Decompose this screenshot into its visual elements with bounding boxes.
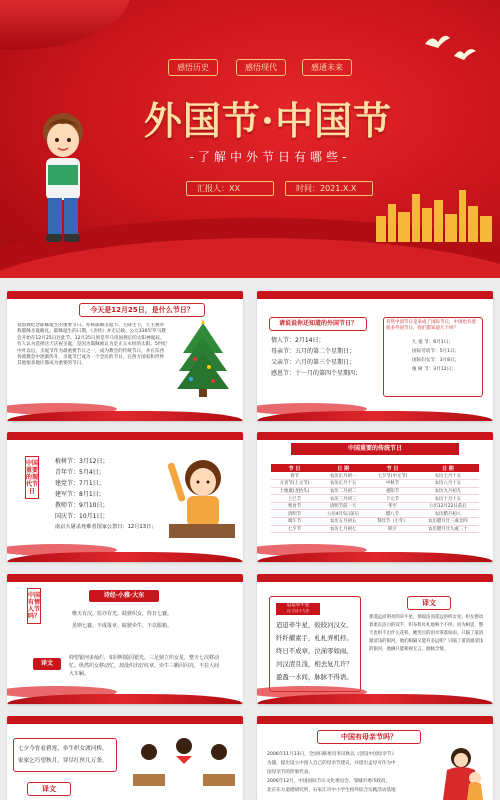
slide-qixi-poem[interactable] — [257, 574, 493, 704]
table-cell: 农历腊月廿三或廿四 — [417, 518, 479, 526]
table-cell: 农历九月初九 — [417, 487, 479, 495]
poem-body — [276, 619, 360, 684]
table-cell: 冬至 — [368, 502, 416, 510]
table-cell: 上巳节 — [271, 495, 318, 503]
table-cell: 农历二月初二 — [318, 487, 368, 495]
translation-text: 仰望银河多灿烂，如同明镜闪银光。三足鼎立织女星，整天七次移动忙。纵然织女移动忙，却没织出好纹章。牵牛三颗闪闪亮，不拉人间大车厢。 — [69, 655, 220, 677]
paragraph — [267, 750, 437, 795]
girl-raising-hand-illustration — [167, 452, 237, 542]
vertical-tag: 中国重要的现代节日 — [25, 456, 39, 499]
slide-top-bar — [257, 574, 493, 582]
curtain-drape — [0, 0, 130, 50]
table-cell: 土地诞(龙抬头) — [271, 487, 318, 495]
slide-heading: 今天是12月25日，是什么节日？ — [79, 303, 205, 317]
list-item: 国庆节：10月1日； — [55, 513, 109, 520]
list-item: 国际劳动节：5月1日； — [412, 349, 460, 354]
list-item: 青年节：5月4日； — [55, 469, 105, 476]
slide-valentines-question[interactable] — [7, 574, 243, 704]
text-line: 2006年11月13日，全国妇联委员李汉秋以《创设中国母亲节》 — [267, 752, 397, 757]
poem-title: 诗经·小雅·大东 — [89, 590, 159, 602]
presenter-box: 汇报人：XX — [186, 181, 274, 196]
table-cell: 农历八月十五 — [417, 480, 479, 488]
boy-reading-illustration — [28, 110, 98, 250]
table-cell: 农历正月初一 — [318, 472, 368, 480]
table-row — [271, 502, 479, 510]
table-cell: 祭灶节（小年） — [368, 518, 416, 526]
table-cell: 农历七月初七 — [318, 525, 368, 533]
main-title: 外国节·中国节 — [143, 98, 393, 143]
slide-bottom-bar — [257, 694, 493, 704]
table-cell: 端午节 — [271, 518, 318, 526]
table-cell: 公历12月22日前后 — [417, 502, 479, 510]
list-item: 父亲节：六月的第三个星期日； — [271, 359, 356, 366]
table-row — [271, 472, 479, 480]
slide-bottom-bar — [257, 552, 493, 562]
text-line: 为题，提出设立中国人自己的母亲节建议，并提出孟母可作为中 — [267, 761, 396, 766]
table-row — [271, 480, 479, 488]
slide-mothers-day[interactable] — [257, 716, 493, 800]
list-item: 植 树 节：3月12日； — [412, 367, 456, 372]
table-cell: 寒食节 — [271, 502, 318, 510]
pill-future: 感通未来 — [302, 59, 352, 76]
slide-top-bar — [7, 291, 243, 299]
slide-heading: 中国有母亲节吗？ — [317, 730, 421, 744]
box-title: 有些中国节日是来成了国际节日，中国也有着很多外国节日，你们都知道几个吗？ — [386, 320, 476, 331]
slide-modern-festivals[interactable] — [7, 432, 243, 562]
festival-table — [271, 464, 479, 533]
table-header-row — [271, 464, 479, 472]
poem-line: 维天有汉，监亦有光。跂彼织女，终日七襄。 — [71, 611, 172, 617]
column-header: 日 期 — [417, 464, 479, 472]
pill-history: 感悟历史 — [168, 59, 218, 76]
column-header: 节 日 — [271, 464, 318, 472]
list-item: 感恩节：十一月的第四个星期四； — [271, 370, 362, 377]
table-cell: 清明节前一天 — [318, 502, 368, 510]
slide-bottom-bar — [7, 411, 243, 421]
translation-label: 译文 — [27, 782, 71, 796]
table-cell: 中秋节 — [368, 480, 416, 488]
poem-line: 七夕今宵看碧霄，牵牛织女渡河桥。 — [18, 746, 108, 752]
table-cell: 七夕节 — [271, 525, 318, 533]
poem-line: 纤纤擢素手，札札弄机杼。 — [276, 634, 353, 642]
slide-body-text: 基督教纪念耶稣诞生的重要节日。亦称耶稣圣诞节、主降生节，天主教亦称耶稣圣诞瞻礼。耶稣诞生的日期，《圣经》并无记载。公元336年罗马教会开始在12月25日过此节。12月25日原是罗马帝国规定的太阳神诞辰。有人认为选择这天庆祝圣诞，是因为耶稣被认为是正义永恒的太阳。5世纪中叶以后，圣诞节作为最重要节日之一，成为教会的传统节日，并在东西各派教会中逐渐传开。圣诞节已成为一个全民的节日，在西方国家和世界其他很多地区都成为重要的节日。 — [17, 323, 167, 367]
translation-label: 译文 — [407, 596, 451, 610]
slide-top-bar — [7, 432, 243, 440]
list-item: 情人节：2月14日； — [271, 337, 325, 344]
table-cell: 农历腊月初八 — [417, 510, 479, 518]
table-row — [271, 487, 479, 495]
christmas-tree-icon — [175, 319, 231, 399]
list-item: 植树节：3月12日； — [55, 458, 109, 465]
table-cell: 公历4月5日前后 — [318, 510, 368, 518]
poem-title-tag — [276, 603, 320, 615]
pill-modern: 感悟现代 — [236, 59, 286, 76]
list-item: 儿 童 节：6月1日； — [412, 340, 453, 345]
list-item: 建军节：8月1日； — [55, 491, 105, 498]
slide-bottom-bar — [7, 694, 243, 704]
mother-and-child-illustration — [439, 746, 489, 800]
list-item: 建党节：7月1日； — [55, 480, 105, 487]
column-header: 日 期 — [318, 464, 368, 472]
table-cell: 农历五月初五 — [318, 518, 368, 526]
table-cell: 农历七月十五 — [417, 472, 479, 480]
table-cell: 农历正月十五 — [318, 480, 368, 488]
poem-author: 汉·古诗十九首 — [286, 609, 310, 613]
slide-bottom-bar — [257, 411, 493, 421]
poem-line: 虽则七襄，不成报章。睆彼牵牛，不以服箱。 — [71, 623, 172, 629]
text-line: 北京东方道德研究所、石家庄市中小学生校外综合实践活动基地 — [267, 788, 396, 793]
info-box — [383, 317, 483, 397]
vertical-tag: 中国有情人节吗？ — [27, 588, 41, 624]
table-row — [271, 525, 479, 533]
table-cell: 除夕 — [368, 525, 416, 533]
slide-qixi-verse[interactable] — [7, 716, 243, 800]
poem-line: 盈盈一水间，脉脉不得语。 — [276, 673, 353, 681]
list-item: 教师节：9月10日； — [55, 502, 109, 509]
slide-christmas[interactable] — [7, 291, 243, 421]
slide-top-bar — [7, 574, 243, 582]
text-line: 国母亲节的形象代表。 — [267, 770, 313, 775]
poem-line: 家家乞巧望秋月，穿尽红丝几万条。 — [18, 758, 108, 764]
table-cell: 下元节 — [368, 495, 416, 503]
festival-list — [271, 335, 381, 379]
table-cell: 腊八节 — [368, 510, 416, 518]
slide-heading: 中国重要的传统节日 — [291, 443, 459, 455]
table-cell: 农历三月初三 — [318, 495, 368, 503]
table-cell: 七夕节(中元节) — [368, 472, 416, 480]
poem-body — [57, 608, 187, 632]
city-skyline-icon — [374, 186, 494, 242]
table-cell: 春节 — [271, 472, 318, 480]
table-cell: 清明节 — [271, 510, 318, 518]
slide-bottom-bar — [7, 552, 243, 562]
title-slide — [0, 0, 500, 278]
translation-label: 译文 — [33, 658, 61, 670]
poem-line: 迢迢牵牛星，皎皎河汉女。 — [276, 621, 353, 629]
slide-top-bar — [257, 291, 493, 299]
slide-top-bar — [257, 432, 493, 440]
poem-box — [269, 596, 361, 692]
slide-foreign-festivals[interactable] — [257, 291, 493, 421]
students-in-class-illustration — [129, 734, 239, 800]
subtitle: -了解中外节日有哪些- — [189, 150, 351, 164]
festival-list — [55, 456, 175, 533]
poem-line: 河汉清且浅，相去复几许？ — [276, 660, 353, 668]
list-item: 国际妇女节：3月8日； — [412, 358, 460, 363]
poem-line: 终日不成章，泣涕零如雨。 — [276, 647, 353, 655]
doves-icon — [420, 26, 480, 66]
slide-heading: 请说说你还知道的外国节日？ — [269, 317, 367, 331]
list-item: 南京大屠杀死难者国家公祭日：12月13日； — [55, 524, 157, 530]
table-cell: 重阳节 — [368, 487, 416, 495]
table-row — [271, 495, 479, 503]
date-box: 时间：2021.X.X — [285, 181, 373, 196]
verse-box — [13, 738, 117, 772]
column-header: 节 日 — [368, 464, 416, 472]
table-row — [271, 518, 479, 526]
slide-top-bar — [7, 716, 243, 724]
poem-title: 迢迢牵牛星 — [286, 603, 310, 608]
translation-text: 那遥远而明亮的牵牛星，那皎洁而遥远的织女星。织女摆动着柔长洁白的双手，织布机札札地响个不停。因为相思，整天也织不出什么花样，她哭泣的泪水零落如雨。只隔了道清澈清浅的银河，他们相隔又能有多远呢？只隔了道清澈清浅的银河，他俩只能相视无言，脉脉含情。 — [369, 615, 484, 652]
table-cell: 农历腊月廿九或三十 — [417, 525, 479, 533]
table-row — [271, 510, 479, 518]
slide-traditional-festivals[interactable] — [257, 432, 493, 562]
table-cell: 农历十月十五 — [417, 495, 479, 503]
list-item: 母亲节：五月的第二个星期日； — [271, 348, 356, 355]
text-line: 2006年12月，中国国际节庆文化委员会、邹城市委市政府、 — [267, 779, 391, 784]
slide-top-bar — [257, 716, 493, 724]
table-cell: 元宵节(上元节) — [271, 480, 318, 488]
